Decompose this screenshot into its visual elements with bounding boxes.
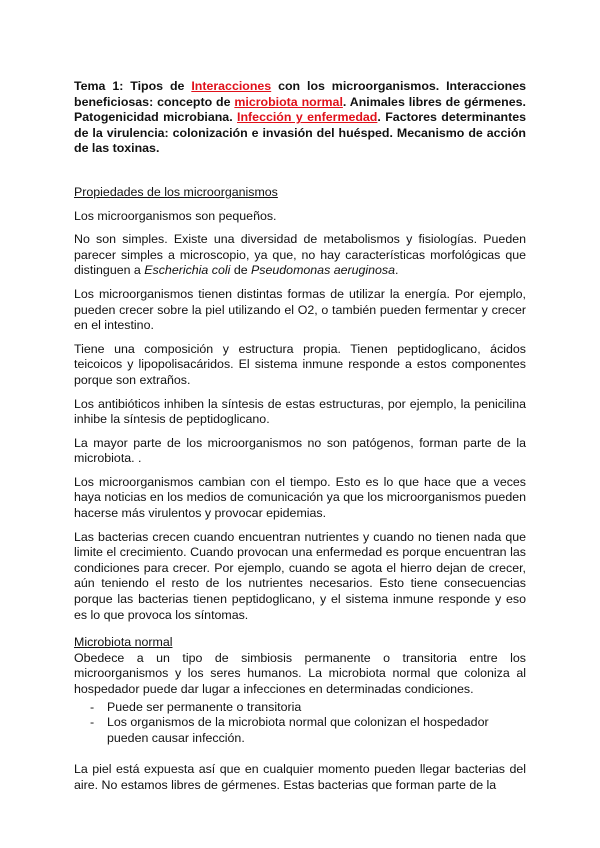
paragraph-text: . [395, 263, 399, 278]
dash-bullet: - [90, 699, 95, 714]
paragraph: Las bacterias crecen cuando encuentran nutrientes y cuando no tienen nada que limite el crecimiento. Cuando provocan una enfermedad es porque encuentran las condiciones para crecer. Por ejemplo, cuando se agota el hierro dejan de crecer, aún teniendo el resto de los nutrientes necesarios. Esto tiene consecuencias porque las bacterias tienen peptidoglicano, y el sistema inmune responde y eso es lo que provoca los síntomas. [74, 529, 526, 622]
species-name: Escherichia coli [144, 263, 231, 278]
paragraph-text: de [230, 263, 252, 278]
paragraph-text: No son simples. Existe una diversidad de metabolismos y fisiologías. Pueden parecer simples a microscopio, ya que, no hay características morfológicas que distinguen a [74, 232, 526, 278]
paragraph: Obedece a un tipo de simbiosis permanente o transitoria entre los microorganismos y los seres humanos. La microbiota normal que coloniza al hospedador puede dar lugar a infecciones en determinadas condiciones. [74, 650, 526, 696]
title-link-interacciones[interactable]: Interacciones [191, 79, 272, 93]
paragraph: Los microorganismos son pequeños. [74, 208, 277, 223]
dash-bullet: - [90, 715, 95, 730]
title-link-infeccion-enfermedad[interactable]: Infección y enfermedad [237, 110, 378, 125]
paragraph: Los antibióticos inhiben la síntesis de estas estructuras, por ejemplo, la penicilina inhibe la síntesis de peptidoglicano. [74, 396, 526, 427]
paragraph: La piel está expuesta así que en cualquier momento pueden llegar bacterias del aire. No estamos libres de gérmenes. Estas bacterias que forman parte de la [74, 762, 526, 792]
document-title [74, 79, 526, 157]
title-text-4: . Factores determinantes de la virulencia: colonización e invasión del huésped. Mecanismo de acción de las toxinas. [74, 110, 526, 156]
paragraph [74, 232, 526, 279]
list-item [74, 715, 526, 746]
paragraph: La mayor parte de los microorganismos no son patógenos, forman parte de la microbiota. . [74, 435, 526, 466]
title-text-3: . Animales libres de gérmenes. Patogenicidad microbiana. [74, 94, 526, 125]
title-link-microbiota-normal[interactable]: microbiota normal [234, 94, 343, 109]
list-item-text: Los organismos de la microbiota normal que colonizan el hospedador pueden causar infección. [107, 715, 489, 745]
list-item-text: Puede ser permanente o transitoria [107, 699, 302, 714]
section-heading-propiedades: Propiedades de los microorganismos [74, 184, 278, 199]
title-text-1: Tema 1: Tipos de [74, 79, 192, 93]
bullet-list [74, 700, 526, 747]
section-heading-microbiota: Microbiota normal [74, 635, 173, 650]
paragraph: Los microorganismos tienen distintas formas de utilizar la energía. Por ejemplo, pueden crecer sobre la piel utilizando el O2, o también pueden fermentar y crecer en el intestino. [74, 286, 526, 333]
title-text-2: con los microorganismos. Interacciones beneficiosas: concepto de [74, 79, 526, 109]
paragraph: Los microorganismos cambian con el tiempo. Esto es lo que hace que a veces haya noticias en los medios de comunicación ya que los microorganismos pueden hacerse más virulentos y provocar epidemias. [74, 474, 526, 521]
species-name: Pseudomonas aeruginosa [251, 263, 396, 278]
list-item [74, 700, 526, 716]
paragraph: Tiene una composición y estructura propia. Tienen peptidoglicano, ácidos teicoicos y lipopolisacáridos. El sistema inmune responde a estos componentes porque son extraños. [74, 341, 526, 387]
